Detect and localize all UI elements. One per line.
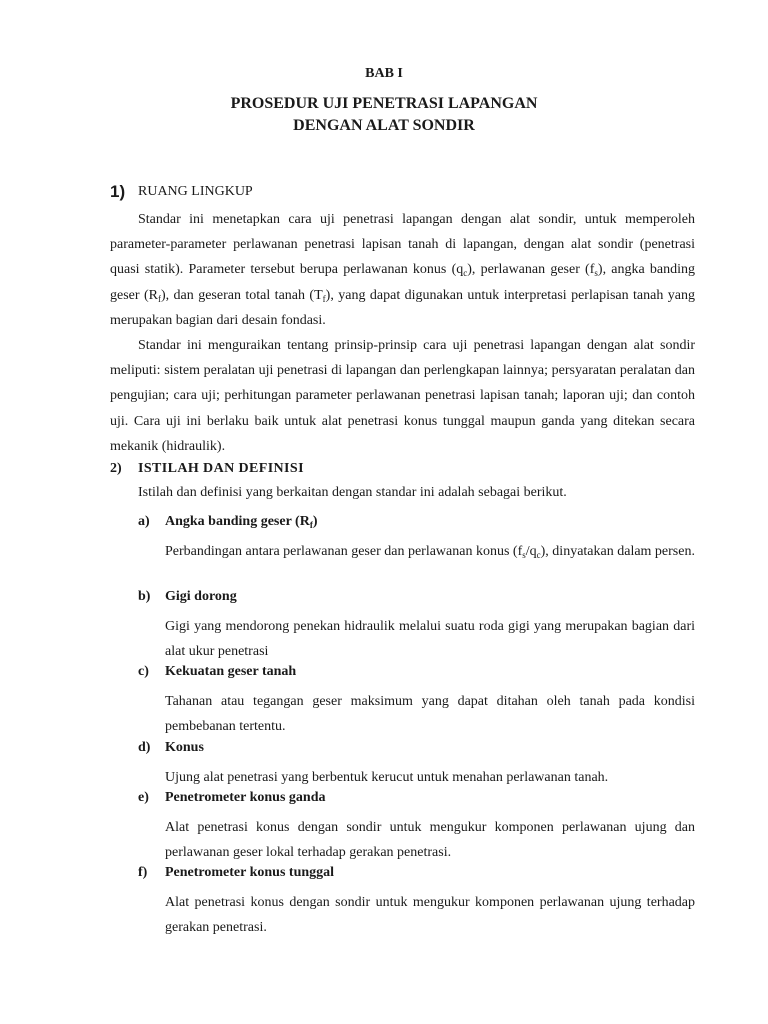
term-definition: Ujung alat penetrasi yang berbentuk kerucut untuk menahan perlawanan tanah. <box>165 770 609 785</box>
def-sub-fs: s <box>522 550 526 560</box>
def-text-c: ), dinyatakan dalam persen. <box>540 544 695 559</box>
section-1-number: 1) <box>110 182 126 201</box>
term-name-end: ) <box>312 514 318 529</box>
p1-sub-tf: f <box>322 293 326 304</box>
p1-text-c: ), angka banding geser (R <box>110 262 696 303</box>
section-2-title: ISTILAH DAN DEFINISI <box>138 461 304 476</box>
p1-sub-qc: c <box>463 268 468 279</box>
def-text-b: /q <box>525 544 537 559</box>
term-definition: Gigi yang mendorong penekan hidraulik melalui suatu roda gigi yang merupakan bagian dari alat ukur penetrasi <box>165 619 695 660</box>
chapter-label: BAB I <box>365 66 403 81</box>
term-definition: Tahanan atau tegangan geser maksimum yang dapat ditahan oleh tanah pada kondisi pembebanan tertentu. <box>165 694 695 735</box>
document-title <box>0 93 768 137</box>
section-1-heading <box>110 182 253 202</box>
term-name-text: Angka banding geser (R <box>165 514 310 529</box>
section-2-number: 2) <box>110 461 122 476</box>
term-definition: Alat penetrasi konus dengan sondir untuk mengukur komponen perlawanan ujung dan perlawanan geser lokal terhadap gerakan penetrasi. <box>165 820 695 861</box>
item-letter: c) <box>138 664 149 679</box>
item-letter: b) <box>138 589 151 604</box>
p1-sub-fs: s <box>594 268 598 279</box>
item-letter: f) <box>138 865 148 880</box>
p1-sub-rf: f <box>157 293 161 304</box>
p1-text-b: ), perlawanan geser (f <box>467 262 595 278</box>
section-1-title: RUANG LINGKUP <box>138 184 253 199</box>
def-text-a: Perbandingan antara perlawanan geser dan perlawanan konus (f <box>165 544 523 559</box>
p1-text-d: ), dan geseran total tanah (T <box>160 287 323 303</box>
p1-text-e: ), yang dapat digunakan untuk interpretasi perlapisan tanah yang merupakan bagian dari desain fondasi. <box>110 287 696 328</box>
title-line-1: PROSEDUR UJI PENETRASI LAPANGAN <box>230 95 538 112</box>
term-name: Kekuatan geser tanah <box>165 664 297 679</box>
section-1-paragraph-1 <box>110 207 695 333</box>
section-2-intro: Istilah dan definisi yang berkaitan dengan standar ini adalah sebagai berikut. <box>138 485 567 500</box>
section-1-paragraph-2: Standar ini menguraikan tentang prinsip-prinsip cara uji penetrasi lapangan dengan alat sondir meliputi: sistem peralatan uji penetrasi di lapangan dan perlengkapan lainnya; persyaratan peralatan dan pengujian; cara uji; perhitungan parameter perlawanan penetrasi lapisan tanah; laporan uji; dan contoh uji. Cara uji ini berlaku baik untuk alat penetrasi konus tunggal maupun ganda yang ditekan secara mekanik (hidraulik). <box>110 338 695 454</box>
section-2-heading <box>110 461 304 477</box>
item-letter: d) <box>138 740 151 755</box>
term-definition: Alat penetrasi konus dengan sondir untuk mengukur komponen perlawanan ujung terhadap gerakan penetrasi. <box>165 895 695 936</box>
p1-text-a: Standar ini menetapkan cara uji penetrasi lapangan dengan alat sondir, untuk memperoleh parameter-parameter perlawanan penetrasi lapisan tanah di lapangan, dengan alat sondir (penetrasi quasi statik). Parameter tersebut berupa perlawanan konus (q <box>110 212 695 278</box>
term-definition <box>165 539 695 564</box>
term-name: Penetrometer konus ganda <box>165 790 326 805</box>
term-name: Konus <box>165 740 204 755</box>
def-sub-qc: c <box>536 550 541 560</box>
term-name: Gigi dorong <box>165 589 237 604</box>
term-name <box>165 514 318 530</box>
item-letter: e) <box>138 790 149 805</box>
term-name: Penetrometer konus tunggal <box>165 865 335 880</box>
item-letter: a) <box>138 514 150 529</box>
title-line-2: DENGAN ALAT SONDIR <box>293 117 475 134</box>
term-name-sub: f <box>309 520 313 530</box>
